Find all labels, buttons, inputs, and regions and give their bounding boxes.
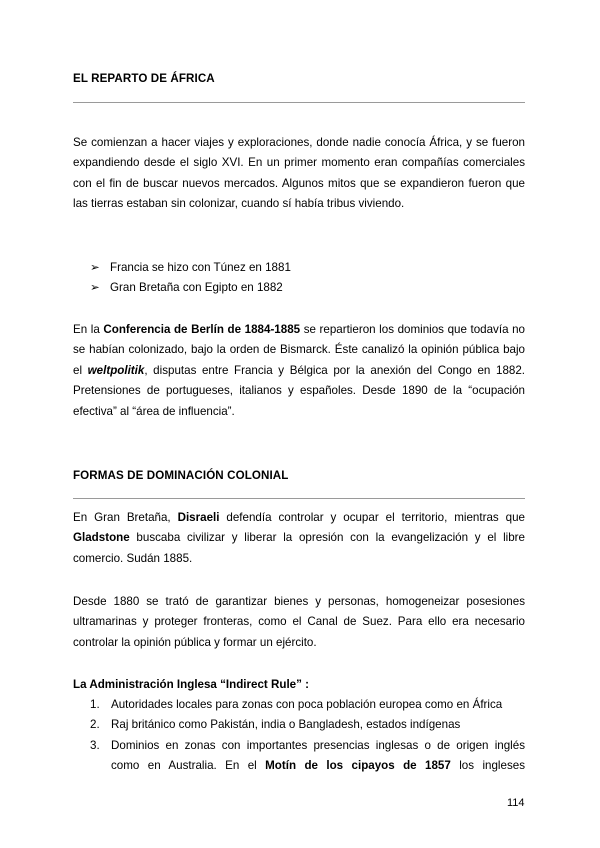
intro-paragraph: Se comienzan a hacer viajes y exploraciones, donde nadie conocía África, y se fueron expandiendo desde el siglo XVI. En un primer momento eran compañías comerciales con el fin de buscar nuevos mercados. Algunos mitos que se expandieron fueron que las tierras estaban sin colonizar, cuando sí había tribus viviendo.	[73, 136, 525, 211]
divider-line	[73, 498, 525, 499]
section-title-formas: FORMAS DE DOMINACIÓN COLONIAL	[73, 469, 289, 482]
bullet-item: ➢ Francia se hizo con Túnez en 1881	[90, 258, 291, 278]
admin-list	[90, 695, 525, 777]
britain-paragraph: En Gran Bretaña, Disraeli defendía controlar y ocupar el territorio, mientras que Gladstone buscaba civilizar y liberar la opresión con la evangelización y el libre comercio. Sudán 1885.	[73, 511, 525, 565]
list-item: 3. Dominios en zonas con importantes presencias inglesas o de origen inglés como en Australia. En el Motín de los cipayos de 1857 los ingleses	[90, 738, 525, 773]
page-number: 114	[507, 797, 525, 809]
weltpolitik-term: weltpolitik	[87, 363, 145, 377]
cipayos-bold: Motín de los cipayos de 1857	[265, 759, 451, 773]
divider-line	[73, 102, 525, 103]
berlin-conference-bold: Conferencia de Berlín de 1884-1885	[103, 323, 301, 336]
list-item: 2. Raj británico como Pakistán, india o Bangladesh, estados indígenas	[90, 718, 461, 732]
bullet-item: ➢ Gran Bretaña con Egipto en 1882	[90, 278, 291, 298]
since-1880-paragraph: Desde 1880 se trató de garantizar bienes y personas, homogeneizar posesiones ultramarinas y proteger fronteras, como el Canal de Suez. Para ello era necesario controlar la opinión pública y formar un ejército.	[73, 595, 525, 649]
arrow-bullet-icon: ➢	[90, 281, 100, 295]
disraeli-bold: Disraeli	[177, 511, 220, 524]
arrow-bullet-icon: ➢	[90, 261, 100, 274]
gladstone-bold: Gladstone	[73, 531, 130, 545]
section-title-reparto: EL REPARTO DE ÁFRICA	[73, 72, 215, 85]
berlin-paragraph: En la Conferencia de Berlín de 1884-1885 se repartieron los dominios que todavía no se habían colonizado, bajo la orden de Bismarck. Éste canalizó la opinión pública bajo el weltpolitik, disputas entre Francia y Bélgica por la anexión del Congo en 1882. Pretensiones de portugueses, italianos y españoles. Desde 1890 de la “ocupación efectiva” al “área de influencia”.	[73, 323, 526, 418]
bullet-list	[90, 258, 291, 299]
admin-subtitle: La Administración Inglesa “Indirect Rule” :	[73, 678, 309, 691]
list-item: 1. Autoridades locales para zonas con poca población europea como en África	[90, 698, 503, 711]
